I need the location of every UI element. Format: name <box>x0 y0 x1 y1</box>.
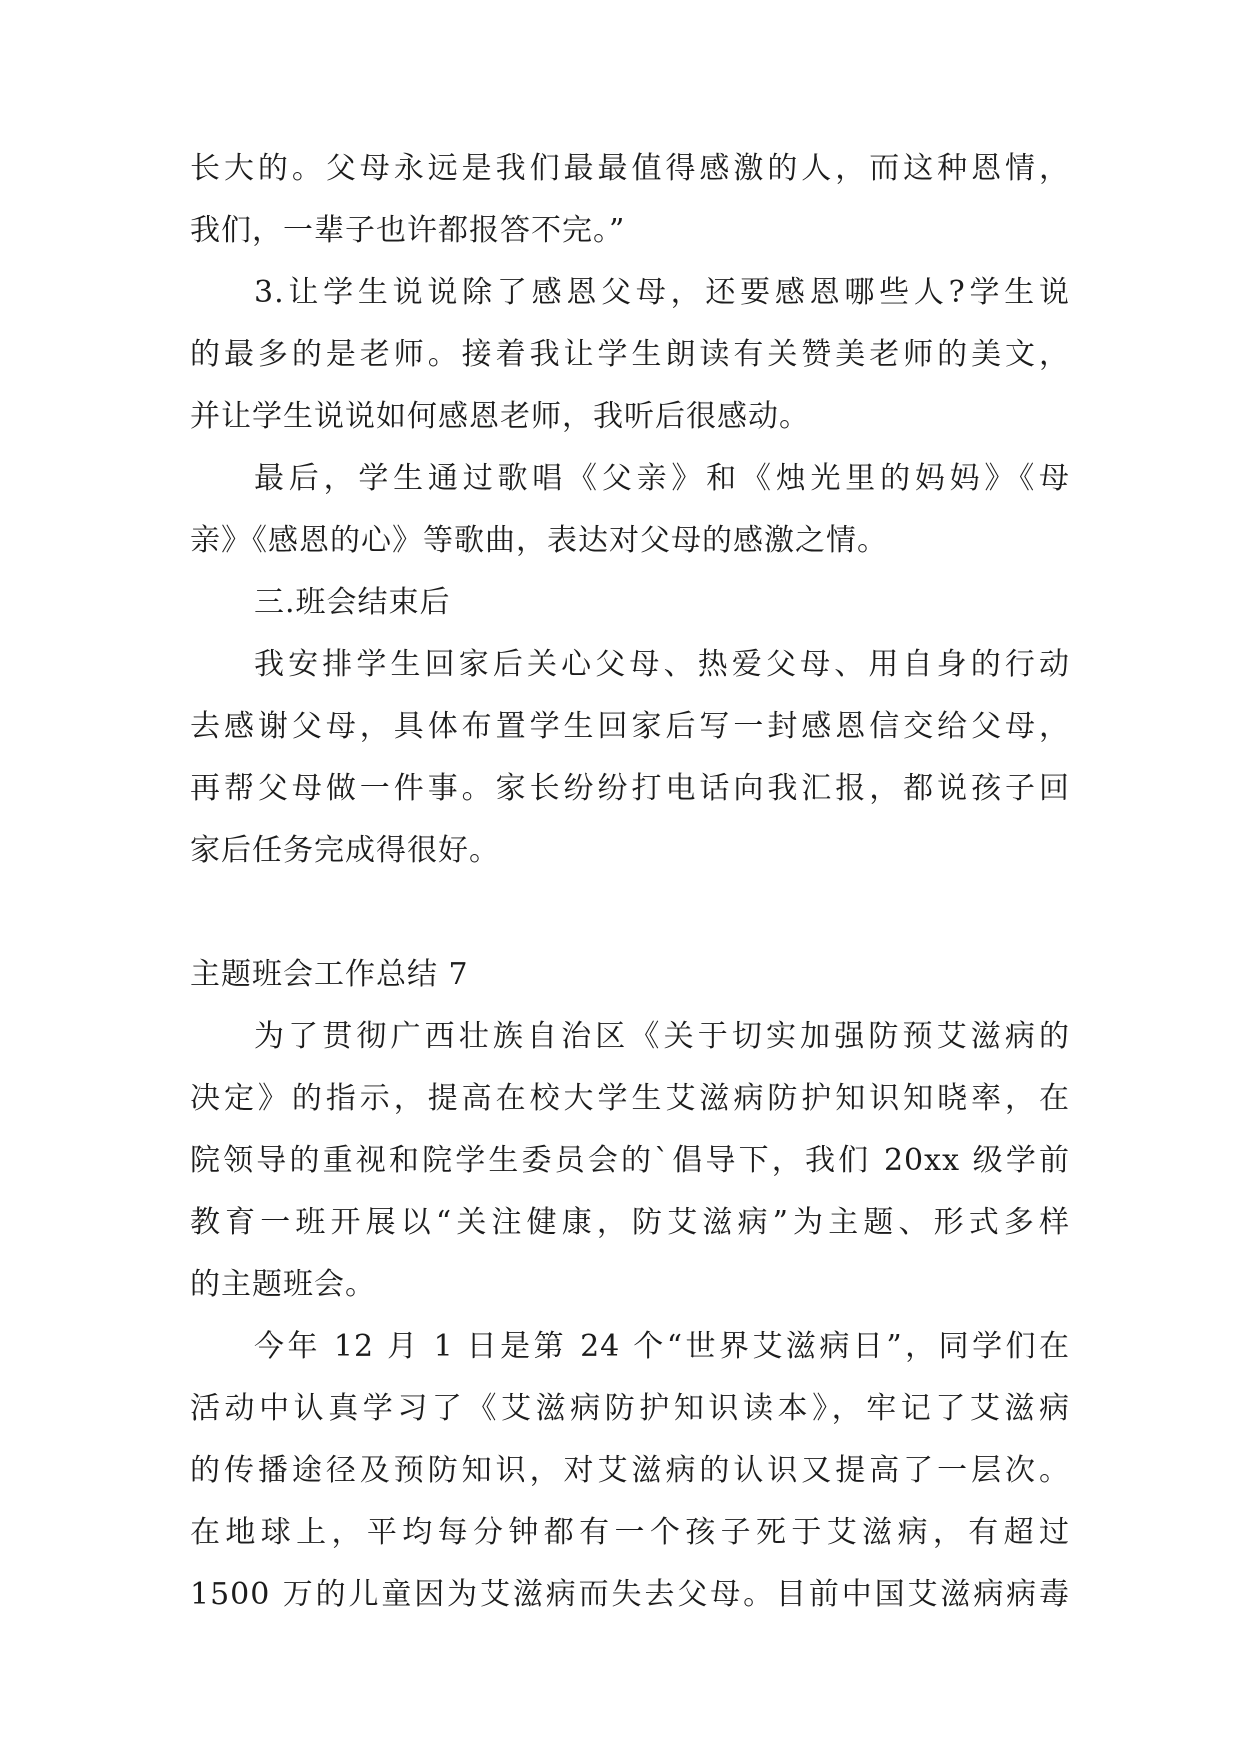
paragraph-line: 教育一班开展以“关注健康，防艾滋病”为主题、形式多样 <box>190 1205 1070 1240</box>
paragraph-line: 的传播途径及预防知识，对艾滋病的认识又提高了一层次。 <box>190 1453 1070 1488</box>
paragraph-line: 今年 12 月 1 日是第 24 个“世界艾滋病日”，同学们在 <box>254 1329 1070 1364</box>
paragraph-line: 最后，学生通过歌唱《父亲》和《烛光里的妈妈》《母 <box>254 461 1070 496</box>
paragraph-line: 再帮父母做一件事。家长纷纷打电话向我汇报，都说孩子回 <box>190 771 1070 806</box>
paragraph-line: 家后任务完成得很好。 <box>190 833 500 868</box>
section-heading: 三.班会结束后 <box>254 585 451 620</box>
paragraph-line: 3.让学生说说除了感恩父母，还要感恩哪些人?学生说 <box>254 275 1070 310</box>
paragraph-line: 在地球上，平均每分钟都有一个孩子死于艾滋病，有超过 <box>190 1515 1070 1550</box>
paragraph-line: 并让学生说说如何感恩老师，我听后很感动。 <box>190 399 810 434</box>
paragraph-line: 1500 万的儿童因为艾滋病而失去父母。目前中国艾滋病病毒 <box>190 1577 1070 1612</box>
paragraph-line: 活动中认真学习了《艾滋病防护知识读本》，牢记了艾滋病 <box>190 1391 1070 1426</box>
paragraph-line: 长大的。父母永远是我们最最值得感激的人，而这种恩情， <box>190 151 1070 186</box>
paragraph-line: 决定》的指示，提高在校大学生艾滋病防护知识知晓率，在 <box>190 1081 1070 1116</box>
paragraph-line: 我们，一辈子也许都报答不完。” <box>190 213 626 248</box>
paragraph-line: 的最多的是老师。接着我让学生朗读有关赞美老师的美文， <box>190 337 1070 372</box>
section-title: 主题班会工作总结 7 <box>190 957 469 992</box>
paragraph-line: 亲》《感恩的心》等歌曲，表达对父母的感激之情。 <box>190 523 888 558</box>
paragraph-line: 的主题班会。 <box>190 1267 376 1302</box>
paragraph-line: 我安排学生回家后关心父母、热爱父母、用自身的行动 <box>254 647 1070 682</box>
paragraph-line: 去感谢父母，具体布置学生回家后写一封感恩信交给父母， <box>190 709 1070 744</box>
paragraph-line: 院领导的重视和院学生委员会的`倡导下，我们 20xx 级学前 <box>190 1143 1070 1178</box>
paragraph-line: 为了贯彻广西壮族自治区《关于切实加强防预艾滋病的 <box>254 1019 1070 1054</box>
